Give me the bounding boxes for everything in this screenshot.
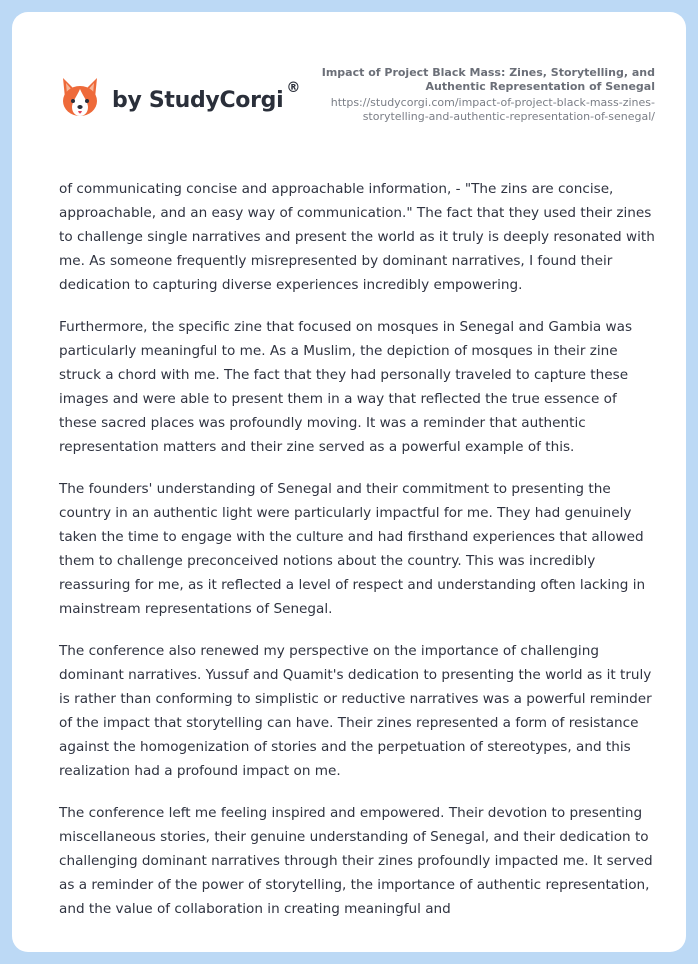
document-meta bbox=[295, 66, 655, 124]
studycorgi-logo[interactable] bbox=[60, 76, 300, 120]
page-header bbox=[12, 12, 686, 162]
paragraph: of communicating concise and approachable information, - "The zins are concise, approachable, and an easy way of communication." The fact that they used their zines to challenge single narratives and present the world as it truly is deeply resonated with me. As someone frequently misrepresented by dominant narratives, I found their dedication to capturing diverse experiences incredibly empowering. bbox=[59, 181, 655, 293]
registered-mark: ® bbox=[286, 80, 301, 96]
paragraph: Furthermore, the specific zine that focused on mosques in Senegal and Gambia was particularly meaningful to me. As a Muslim, the depiction of mosques in their zine struck a chord with me. The fact that they had personally traveled to capture these images and were able to present them in a way that reflected the true essence of these sacred places was profoundly moving. It was a reminder that authentic representation matters and their zine served as a powerful example of this. bbox=[59, 319, 633, 455]
paragraph: The conference left me feeling inspired and empowered. Their devotion to presenting miscellaneous stories, their genuine understanding of Senegal, and their dedication to challenging dominant narratives through their zines profoundly impacted me. It served as a reminder of the power of storytelling, the importance of authentic representation, and the value of collaboration in creating meaningful and bbox=[59, 805, 653, 917]
document-url[interactable]: https://studycorgi.com/impact-of-project-black-mass-zines-storytelling-and-authentic-representation-of-senegal/ bbox=[330, 96, 655, 123]
brand-name: by StudyCorgi bbox=[112, 87, 284, 113]
paragraph: The conference also renewed my perspective on the importance of challenging dominant narratives. Yussuf and Quamit's dedication to presenting the world as it truly is rather than conforming to simplistic or reductive narratives was a powerful reminder of the impact that storytelling can have. Their zines represented a form of resistance against the homogenization of stories and the perpetuation of stereotypes, and this realization had a profound impact on me. bbox=[59, 643, 652, 779]
document-title: Impact of Project Black Mass: Zines, Storytelling, and Authentic Representation of Senegal bbox=[321, 66, 655, 93]
corgi-icon bbox=[60, 76, 100, 120]
paragraph: The founders' understanding of Senegal and their commitment to presenting the country in an authentic light were particularly impactful for me. They had genuinely taken the time to engage with the culture and had firsthand experiences that allowed them to challenge preconceived notions about the country. This was incredibly reassuring for me, as it reflected a level of respect and understanding often lacking in mainstream representations of Senegal. bbox=[59, 481, 646, 617]
essay-body bbox=[59, 177, 655, 939]
document-page bbox=[12, 12, 686, 952]
